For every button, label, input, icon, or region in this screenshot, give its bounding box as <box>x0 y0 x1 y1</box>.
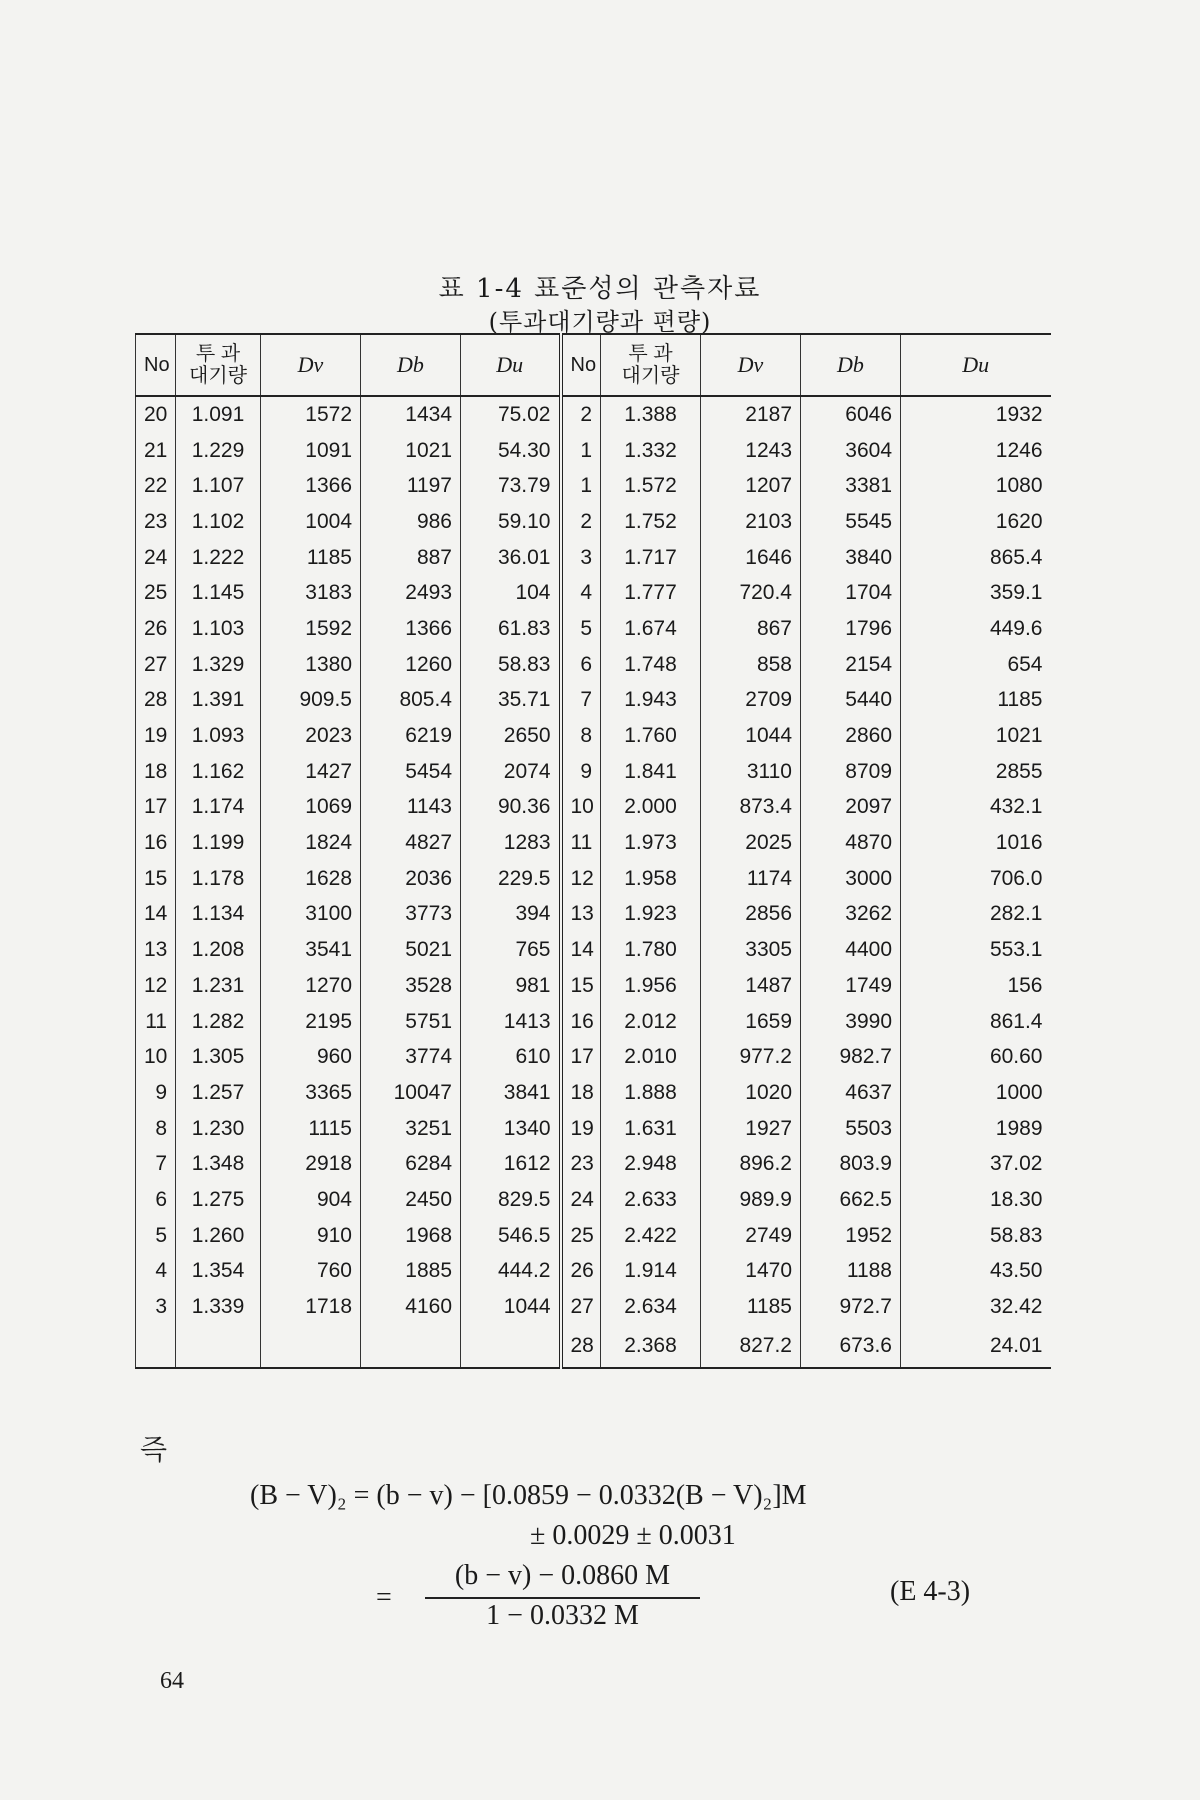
table-cell: 1.339 <box>176 1289 261 1325</box>
table-cell: 1 <box>561 468 601 504</box>
table-cell: 1185 <box>261 540 361 576</box>
table-cell: 1197 <box>361 468 461 504</box>
table-cell: 1659 <box>701 1004 801 1040</box>
fraction-numerator: (b − v) − 0.0860 M <box>454 1560 671 1591</box>
table-cell: 1.777 <box>601 575 701 611</box>
table-cell: 1016 <box>901 825 1051 861</box>
table-cell: 1989 <box>901 1111 1051 1147</box>
table-cell: 1.748 <box>601 647 701 683</box>
table-cell: 6 <box>561 647 601 683</box>
table-cell: 909.5 <box>261 683 361 719</box>
table-cell: 654 <box>901 647 1051 683</box>
table-cell: 5 <box>561 611 601 647</box>
table-cell: 25 <box>561 1218 601 1254</box>
table-cell: 760 <box>261 1254 361 1290</box>
table-cell: 2074 <box>461 754 561 790</box>
table-cell: 27 <box>561 1289 601 1325</box>
table-cell: 982.7 <box>801 1039 901 1075</box>
table-cell: 546.5 <box>461 1218 561 1254</box>
table-cell: 1.229 <box>176 433 261 469</box>
table-cell: 2.368 <box>601 1325 701 1368</box>
table-cell: 1.134 <box>176 897 261 933</box>
table-cell: 1749 <box>801 968 901 1004</box>
table-cell: 1.760 <box>601 718 701 754</box>
table-cell: 8709 <box>801 754 901 790</box>
table-cell: 1021 <box>901 718 1051 754</box>
table-cell: 1021 <box>361 433 461 469</box>
table-cell: 35.71 <box>461 683 561 719</box>
table-cell: 394 <box>461 897 561 933</box>
table-cell: 3262 <box>801 897 901 933</box>
table-cell: 1470 <box>701 1254 801 1290</box>
table-cell: 1044 <box>461 1289 561 1325</box>
table-cell: 1091 <box>261 433 361 469</box>
table-cell: 43.50 <box>901 1254 1051 1290</box>
table-cell: 24 <box>136 540 176 576</box>
table-cell: 10 <box>561 790 601 826</box>
table-cell: 1044 <box>701 718 801 754</box>
table-cell: 18.30 <box>901 1182 1051 1218</box>
table-cell: 662.5 <box>801 1182 901 1218</box>
table-cell: 861.4 <box>901 1004 1051 1040</box>
table-cell: 1885 <box>361 1254 461 1290</box>
table-cell: 359.1 <box>901 575 1051 611</box>
table-cell: 444.2 <box>461 1254 561 1290</box>
table-cell: 2709 <box>701 683 801 719</box>
header-db-2: Db <box>801 334 901 396</box>
table-cell: 18 <box>136 754 176 790</box>
table-cell: 3305 <box>701 932 801 968</box>
table-cell: 765 <box>461 932 561 968</box>
table-cell: 6284 <box>361 1146 461 1182</box>
table-cell: 1366 <box>361 611 461 647</box>
table-cell: 229.5 <box>461 861 561 897</box>
table-cell: 1620 <box>901 504 1051 540</box>
table-cell: 1283 <box>461 825 561 861</box>
table-cell: 2025 <box>701 825 801 861</box>
header-du-2: Du <box>901 334 1051 396</box>
table-cell: 18 <box>561 1075 601 1111</box>
table-cell: 58.83 <box>901 1218 1051 1254</box>
table-cell: 858 <box>701 647 801 683</box>
table-cell: 910 <box>261 1218 361 1254</box>
table-cell: 5545 <box>801 504 901 540</box>
header-du: Du <box>461 334 561 396</box>
table-cell: 2 <box>561 504 601 540</box>
table-cell: 104 <box>461 575 561 611</box>
table-cell: 3604 <box>801 433 901 469</box>
table-cell: 1000 <box>901 1075 1051 1111</box>
table-cell: 1.973 <box>601 825 701 861</box>
table-cell: 1243 <box>701 433 801 469</box>
table-cell: 14 <box>561 932 601 968</box>
table-cell: 829.5 <box>461 1182 561 1218</box>
table-cell: 26 <box>136 611 176 647</box>
table-cell: 989.9 <box>701 1182 801 1218</box>
table-cell: 282.1 <box>901 897 1051 933</box>
table-cell: 2036 <box>361 861 461 897</box>
table-cell: 1.282 <box>176 1004 261 1040</box>
table-cell: 673.6 <box>801 1325 901 1368</box>
table-cell: 19 <box>561 1111 601 1147</box>
table-cell: 1143 <box>361 790 461 826</box>
table-cell: 1188 <box>801 1254 901 1290</box>
table-cell: 1.162 <box>176 754 261 790</box>
table-cell: 1115 <box>261 1111 361 1147</box>
table-cell: 1932 <box>901 396 1051 433</box>
table-cell: 90.36 <box>461 790 561 826</box>
table-cell: 981 <box>461 968 561 1004</box>
table-cell: 1.208 <box>176 932 261 968</box>
table-cell: 2450 <box>361 1182 461 1218</box>
equals-sign: = <box>376 1582 392 1613</box>
table-cell: 2.634 <box>601 1289 701 1325</box>
table-cell: 1270 <box>261 968 361 1004</box>
table-cell: 3 <box>136 1289 176 1325</box>
table-cell: 873.4 <box>701 790 801 826</box>
table-cell: 1968 <box>361 1218 461 1254</box>
table-cell: 17 <box>561 1039 601 1075</box>
table-cell: 1.107 <box>176 468 261 504</box>
table-cell: 24 <box>561 1182 601 1218</box>
table-cell: 7 <box>136 1146 176 1182</box>
table-cell: 5454 <box>361 754 461 790</box>
table-cell: 1796 <box>801 611 901 647</box>
table-cell: 1.329 <box>176 647 261 683</box>
table-cell: 19 <box>136 718 176 754</box>
formula-line-1: (B − V)₂ = (b − v) − [0.0859 − 0.0332(B − V)₂]M <box>250 1480 807 1511</box>
table-cell: 610 <box>461 1039 561 1075</box>
table-cell: 10 <box>136 1039 176 1075</box>
table-cell: 1.103 <box>176 611 261 647</box>
table-cell: 1.222 <box>176 540 261 576</box>
header-dv-2: Dv <box>701 334 801 396</box>
table-cell: 3528 <box>361 968 461 1004</box>
table-cell: 28 <box>136 683 176 719</box>
table-cell: 2918 <box>261 1146 361 1182</box>
table-cell: 20 <box>136 396 176 433</box>
table-cell: 27 <box>136 647 176 683</box>
table-cell: 10047 <box>361 1075 461 1111</box>
table-cell: 16 <box>136 825 176 861</box>
table-cell: 1069 <box>261 790 361 826</box>
table-cell: 553.1 <box>901 932 1051 968</box>
table-cell: 1260 <box>361 647 461 683</box>
table-cell: 1 <box>561 433 601 469</box>
page-number: 64 <box>160 1668 184 1694</box>
table-cell: 1704 <box>801 575 901 611</box>
table-cell: 75.02 <box>461 396 561 433</box>
table-cell: 1.841 <box>601 754 701 790</box>
table-cell: 1628 <box>261 861 361 897</box>
table-cell: 2.012 <box>601 1004 701 1040</box>
table-cell: 2749 <box>701 1218 801 1254</box>
table-cell: 3840 <box>801 540 901 576</box>
table-cell: 977.2 <box>701 1039 801 1075</box>
table-cell: 1.199 <box>176 825 261 861</box>
table-cell: 3541 <box>261 932 361 968</box>
table-cell: 23 <box>136 504 176 540</box>
fraction-denominator: 1 − 0.0332 M <box>486 1600 639 1631</box>
table-cell: 2187 <box>701 396 801 433</box>
table-cell: 2493 <box>361 575 461 611</box>
table-cell: 1646 <box>701 540 801 576</box>
table-cell: 73.79 <box>461 468 561 504</box>
table-cell: 1.943 <box>601 683 701 719</box>
table-cell: 904 <box>261 1182 361 1218</box>
table-cell: 3990 <box>801 1004 901 1040</box>
table-cell: 1718 <box>261 1289 361 1325</box>
table-cell: 1.348 <box>176 1146 261 1182</box>
header-no: No <box>136 334 176 396</box>
table-cell: 1366 <box>261 468 361 504</box>
table-cell: 449.6 <box>901 611 1051 647</box>
table-cell: 2860 <box>801 718 901 754</box>
table-cell: 4 <box>561 575 601 611</box>
table-subtitle: (투과대기량과 편량) <box>488 308 712 336</box>
table-cell: 60.60 <box>901 1039 1051 1075</box>
table-cell: 867 <box>701 611 801 647</box>
table-cell: 1572 <box>261 396 361 433</box>
table-cell: 1.145 <box>176 575 261 611</box>
table-cell: 8 <box>136 1111 176 1147</box>
table-cell: 3183 <box>261 575 361 611</box>
table-cell: 1.888 <box>601 1075 701 1111</box>
table-cell: 2103 <box>701 504 801 540</box>
table-cell: 1.305 <box>176 1039 261 1075</box>
table-cell: 12 <box>136 968 176 1004</box>
table-cell: 11 <box>561 825 601 861</box>
table-cell: 1207 <box>701 468 801 504</box>
table-cell: 9 <box>136 1075 176 1111</box>
table-cell: 2 <box>561 396 601 433</box>
fraction-bar <box>425 1597 700 1599</box>
table-cell: 15 <box>136 861 176 897</box>
table-cell: 1.956 <box>601 968 701 1004</box>
table-cell: 1246 <box>901 433 1051 469</box>
table-cell: 26 <box>561 1254 601 1290</box>
table-cell: 1413 <box>461 1004 561 1040</box>
table-cell: 2.633 <box>601 1182 701 1218</box>
table-cell: 1487 <box>701 968 801 1004</box>
table-cell: 1.231 <box>176 968 261 1004</box>
table-cell: 1612 <box>461 1146 561 1182</box>
table-cell: 1.230 <box>176 1111 261 1147</box>
table-cell: 6219 <box>361 718 461 754</box>
header-no-2: No <box>561 334 601 396</box>
table-cell: 2.010 <box>601 1039 701 1075</box>
table-cell: 1174 <box>701 861 801 897</box>
table-cell: 13 <box>136 932 176 968</box>
table-cell: 5503 <box>801 1111 901 1147</box>
jeuk-label: 즉 <box>140 1433 168 1466</box>
table-cell: 3 <box>561 540 601 576</box>
table-cell: 1080 <box>901 468 1051 504</box>
table-cell: 432.1 <box>901 790 1051 826</box>
table-cell: 1434 <box>361 396 461 433</box>
table-cell: 4870 <box>801 825 901 861</box>
table-cell: 6046 <box>801 396 901 433</box>
table-cell: 1.275 <box>176 1182 261 1218</box>
table-cell: 11 <box>136 1004 176 1040</box>
table-cell: 1.178 <box>176 861 261 897</box>
table-cell: 2097 <box>801 790 901 826</box>
table-cell: 4637 <box>801 1075 901 1111</box>
header-db: Db <box>361 334 461 396</box>
table-cell: 706.0 <box>901 861 1051 897</box>
table-cell: 6 <box>136 1182 176 1218</box>
table-cell: 720.4 <box>701 575 801 611</box>
table-cell: 2154 <box>801 647 901 683</box>
table-cell: 1185 <box>701 1289 801 1325</box>
table-cell: 58.83 <box>461 647 561 683</box>
formula-line-2: ± 0.0029 ± 0.0031 <box>530 1520 736 1551</box>
table-cell: 1927 <box>701 1111 801 1147</box>
table-cell: 5021 <box>361 932 461 968</box>
table-cell: 1.354 <box>176 1254 261 1290</box>
table-cell: 59.10 <box>461 504 561 540</box>
table-cell: 2.422 <box>601 1218 701 1254</box>
table-cell: 1.572 <box>601 468 701 504</box>
table-cell: 1952 <box>801 1218 901 1254</box>
table-cell: 3773 <box>361 897 461 933</box>
table-cell: 25 <box>136 575 176 611</box>
table-cell: 9 <box>561 754 601 790</box>
table-cell: 2855 <box>901 754 1051 790</box>
table-cell: 1.958 <box>601 861 701 897</box>
table-cell: 37.02 <box>901 1146 1051 1182</box>
table-cell: 7 <box>561 683 601 719</box>
table-cell: 15 <box>561 968 601 1004</box>
equation-label: (E 4-3) <box>890 1576 971 1607</box>
table-cell: 1.174 <box>176 790 261 826</box>
table-cell: 887 <box>361 540 461 576</box>
table-cell: 28 <box>561 1325 601 1368</box>
table-cell: 3365 <box>261 1075 361 1111</box>
table-cell: 61.83 <box>461 611 561 647</box>
table-cell: 1.260 <box>176 1218 261 1254</box>
table-cell: 2023 <box>261 718 361 754</box>
table-cell: 1.631 <box>601 1111 701 1147</box>
table-cell: 3000 <box>801 861 901 897</box>
table-cell: 1.752 <box>601 504 701 540</box>
table-cell: 2650 <box>461 718 561 754</box>
table-cell: 3251 <box>361 1111 461 1147</box>
table-cell: 1.780 <box>601 932 701 968</box>
table-cell: 827.2 <box>701 1325 801 1368</box>
header-dv: Dv <box>261 334 361 396</box>
table-cell: 2.948 <box>601 1146 701 1182</box>
table-cell: 3100 <box>261 897 361 933</box>
table-cell: 1380 <box>261 647 361 683</box>
table-cell: 1.914 <box>601 1254 701 1290</box>
table-title: 표 1-4 표준성의 관측자료 <box>438 274 762 304</box>
table-cell: 22 <box>136 468 176 504</box>
table-cell: 1.332 <box>601 433 701 469</box>
table-cell: 1.091 <box>176 396 261 433</box>
table-cell: 986 <box>361 504 461 540</box>
table-cell: 896.2 <box>701 1146 801 1182</box>
table-cell: 1824 <box>261 825 361 861</box>
table-cell: 3110 <box>701 754 801 790</box>
table-cell: 2.000 <box>601 790 701 826</box>
table-cell: 972.7 <box>801 1289 901 1325</box>
table-cell: 2856 <box>701 897 801 933</box>
table-cell: 5751 <box>361 1004 461 1040</box>
header-airmass-2: 투 과 대기량 <box>601 334 701 396</box>
table-cell: 23 <box>561 1146 601 1182</box>
table-cell: 3381 <box>801 468 901 504</box>
table-cell: 865.4 <box>901 540 1051 576</box>
table-cell: 12 <box>561 861 601 897</box>
header-airmass: 투 과 대기량 <box>176 334 261 396</box>
table-cell: 1185 <box>901 683 1051 719</box>
table-cell: 805.4 <box>361 683 461 719</box>
table-cell: 1.923 <box>601 897 701 933</box>
table-cell: 13 <box>561 897 601 933</box>
table-cell: 24.01 <box>901 1325 1051 1368</box>
table-cell: 1592 <box>261 611 361 647</box>
table-cell: 1340 <box>461 1111 561 1147</box>
table-cell: 32.42 <box>901 1289 1051 1325</box>
table-cell: 4 <box>136 1254 176 1290</box>
table-cell: 54.30 <box>461 433 561 469</box>
table-cell: 3841 <box>461 1075 561 1111</box>
table-cell: 17 <box>136 790 176 826</box>
table-cell: 1.093 <box>176 718 261 754</box>
table-cell: 1.391 <box>176 683 261 719</box>
table-cell: 1.102 <box>176 504 261 540</box>
table-cell: 1.388 <box>601 396 701 433</box>
table-cell: 5440 <box>801 683 901 719</box>
table-cell: 21 <box>136 433 176 469</box>
table-cell: 4160 <box>361 1289 461 1325</box>
table-cell: 960 <box>261 1039 361 1075</box>
table-cell: 4400 <box>801 932 901 968</box>
table-cell: 803.9 <box>801 1146 901 1182</box>
table-cell: 5 <box>136 1218 176 1254</box>
table-cell: 1.717 <box>601 540 701 576</box>
table-cell: 1004 <box>261 504 361 540</box>
table-cell: 16 <box>561 1004 601 1040</box>
table-cell: 2195 <box>261 1004 361 1040</box>
table-cell: 1020 <box>701 1075 801 1111</box>
table-cell: 1.257 <box>176 1075 261 1111</box>
table-cell: 14 <box>136 897 176 933</box>
table-cell: 8 <box>561 718 601 754</box>
table-cell: 1.674 <box>601 611 701 647</box>
table-cell: 156 <box>901 968 1051 1004</box>
table-cell: 4827 <box>361 825 461 861</box>
table-cell: 3774 <box>361 1039 461 1075</box>
table-cell: 1427 <box>261 754 361 790</box>
table-cell: 36.01 <box>461 540 561 576</box>
